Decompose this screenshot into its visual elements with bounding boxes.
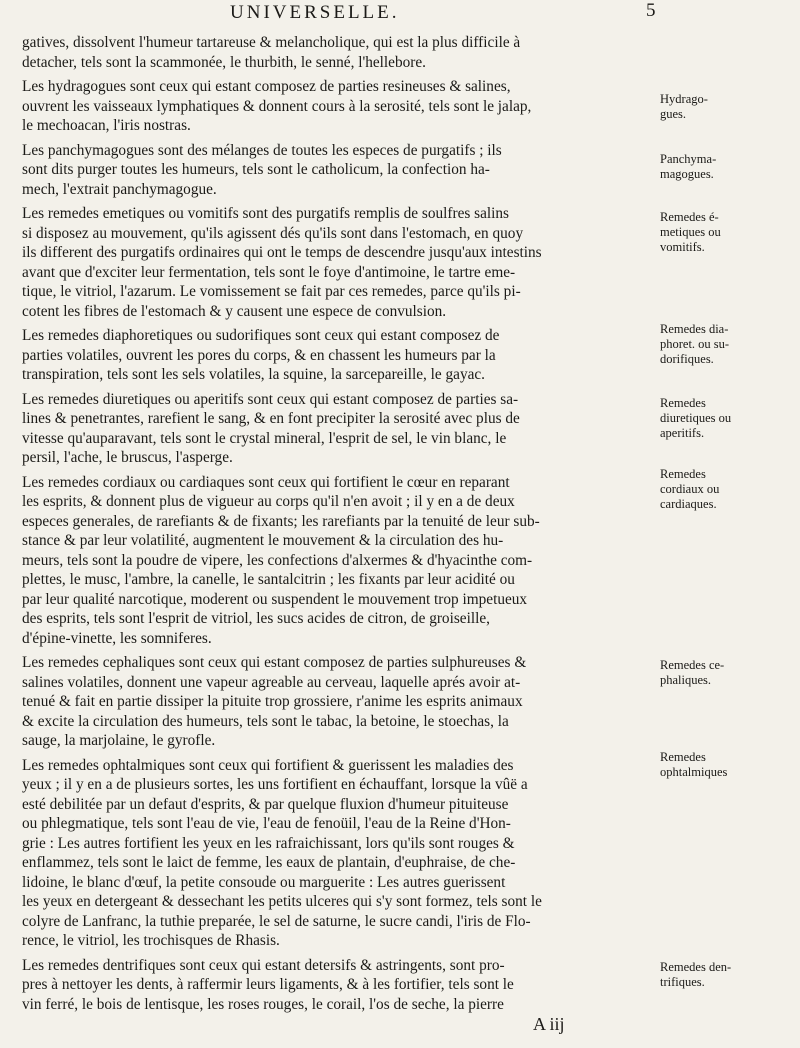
text-line: Les remedes cordiaux ou cardiaques sont ceux qui fortifient le cœur en reparant bbox=[22, 473, 510, 491]
text-line: des esprits, tels sont l'esprit de vitriol, les sucs acides de citron, de groiseille, bbox=[22, 610, 490, 627]
margin-note-line: aperitifs. bbox=[660, 426, 705, 440]
margin-note bbox=[660, 658, 788, 688]
margin-note-line: cardiaques. bbox=[660, 497, 717, 511]
text-line: les yeux en detergeant & dessechant les petits ulceres qui s'y sont formez, tels sont le bbox=[22, 893, 542, 910]
text-line: Les remedes cephaliques sont ceux qui estant composez de parties sulphureuses & bbox=[22, 654, 527, 671]
text-line: gatives, dissolvent l'humeur tartareuse & melancholique, qui est la plus difficile à bbox=[22, 34, 521, 51]
text-line: avant que d'exciter leur fermentation, tels sont le foye d'antimoine, le tartre eme- bbox=[22, 263, 516, 281]
text-line: sont dits purger toutes les humeurs, tels sont le catholicum, la confection ha- bbox=[22, 161, 490, 178]
margin-note bbox=[660, 467, 788, 512]
margin-note-line: Remedes dia- bbox=[660, 322, 729, 336]
paragraph bbox=[22, 653, 658, 751]
text-line: transpiration, tels sont les sels volatiles, la squine, la sarcepareille, le gayac. bbox=[22, 366, 486, 383]
running-head: UNIVERSELLE. bbox=[230, 2, 400, 23]
paragraph bbox=[22, 141, 658, 200]
text-line: vin ferré, le bois de lentisque, les roses rouges, le corail, l'os de seche, la pierre bbox=[22, 995, 504, 1013]
margin-note-line: phoret. ou su- bbox=[660, 337, 730, 351]
signature-mark: A iij bbox=[533, 1014, 565, 1034]
text-line: ou phlegmatique, tels sont l'eau de vie, l'eau de fenoüil, l'eau de la Reine d'Hon- bbox=[22, 815, 511, 832]
margin-note bbox=[660, 396, 788, 441]
text-line: stance & par leur volatilité, augmentent le mouvement & la circulation des hu- bbox=[22, 532, 504, 549]
text-line: Les remedes diuretiques ou aperitifs sont ceux qui estant composez de parties sa- bbox=[22, 390, 519, 408]
text-line: lines & penetrantes, rarefient le sang, & en font precipiter la serosité avec plus de bbox=[22, 410, 520, 427]
main-text-column bbox=[22, 33, 658, 1014]
margin-note-line: phaliques. bbox=[660, 673, 712, 687]
margin-note-line: Remedes é- bbox=[660, 210, 719, 224]
page-header bbox=[0, 0, 800, 30]
margin-note-line: vomitifs. bbox=[660, 240, 705, 254]
text-line: lidoine, le blanc d'œuf, la petite consoude ou marguerite : Les autres guerissent bbox=[22, 873, 506, 891]
margin-note-line: diuretiques ou bbox=[660, 411, 732, 425]
text-line: vitesse qu'auparavant, tels sont le crystal mineral, l'esprit de sel, le vin blanc, le bbox=[22, 429, 507, 447]
text-line: colyre de Lanfranc, la tuthie preparée, le sel de saturne, le sucre candi, l'iris de Flo- bbox=[22, 912, 531, 930]
margin-note bbox=[660, 322, 788, 367]
text-line: ils different des purgatifs ordinaires qui ont le temps de descendre jusqu'aux intestins bbox=[22, 244, 542, 261]
margin-note-line: magogues. bbox=[660, 167, 714, 181]
text-line: sauge, la marjolaine, le gyrofle. bbox=[22, 732, 216, 749]
paragraph bbox=[22, 390, 658, 468]
margin-note-line: Remedes bbox=[660, 467, 706, 481]
text-line: meurs, tels sont la poudre de vipere, les confections d'alxermes & d'hyacinthe com- bbox=[22, 551, 533, 569]
text-line: Les remedes dentrifiques sont ceux qui estant detersifs & astringents, sont pro- bbox=[22, 956, 505, 974]
text-line: Les hydragogues sont ceux qui estant composez de parties resineuses & salines, bbox=[22, 78, 511, 95]
margin-note-line: Remedes den- bbox=[660, 960, 732, 974]
paragraph bbox=[22, 473, 658, 649]
margin-note-line: cordiaux ou bbox=[660, 482, 720, 496]
text-line: tique, le vitriol, l'azarum. Le vomissement se fait par ces remedes, parce qu'ils pi- bbox=[22, 283, 521, 300]
margin-note bbox=[660, 750, 788, 780]
text-line: & excite la circulation des humeurs, tels sont le tabac, la betoine, le stoechas, la bbox=[22, 712, 509, 730]
text-line: les esprits, & donnent plus de vigueur au corps qu'il n'en avoit ; il y en a de deux bbox=[22, 493, 515, 510]
text-line: grie : Les autres fortifient les yeux en les rafraichissant, lors qu'ils sont rouges & bbox=[22, 834, 515, 852]
text-line: tenué & fait en partie dissiper la pituite trop grossiere, r'anime les esprits animaux bbox=[22, 693, 523, 710]
margin-note-line: Hydrago- bbox=[660, 92, 708, 106]
paragraph bbox=[22, 756, 658, 951]
margin-note-line: Remedes ce- bbox=[660, 658, 725, 672]
text-line: parties volatiles, ouvrent les pores du corps, & en chassent les humeurs par la bbox=[22, 346, 496, 364]
text-line: par leur qualité narcotique, moderent ou suspendent le mouvement trop impetueux bbox=[22, 590, 528, 608]
text-line: plettes, le musc, l'ambre, la canelle, le santalcitrin ; les fixants par leur acidité ou bbox=[22, 571, 515, 588]
text-line: si disposez au mouvement, qu'ils agissent dés qu'ils sont dans l'estomach, en quoy bbox=[22, 224, 524, 242]
paragraph bbox=[22, 326, 658, 385]
text-line: d'épine-vinette, les somniferes. bbox=[22, 629, 212, 647]
text-line: mech, l'extrait panchymagogue. bbox=[22, 180, 217, 198]
page-number: 5 bbox=[646, 0, 656, 21]
text-line: rence, le vitriol, les trochisques de Rhasis. bbox=[22, 932, 280, 949]
text-line: le mechoacan, l'iris nostras. bbox=[22, 117, 191, 134]
text-line: yeux ; il y en a de plusieurs sortes, les uns fortifient en échauffant, lorsque la vûë a bbox=[22, 776, 528, 793]
margin-note bbox=[660, 92, 788, 122]
text-line: pres à nettoyer les dents, à raffermir leurs ligaments, & à les fortifier, tels sont le bbox=[22, 976, 514, 993]
margin-note-line: trifiques. bbox=[660, 975, 705, 989]
margin-note-line: Remedes bbox=[660, 396, 706, 410]
paragraph bbox=[22, 33, 658, 72]
margin-note-line: Panchyma- bbox=[660, 152, 717, 166]
margin-note bbox=[660, 210, 788, 255]
margin-note bbox=[660, 960, 788, 990]
text-line: salines volatiles, donnent une vapeur agreable au cerveau, laquelle aprés avoir at- bbox=[22, 673, 521, 691]
paragraph bbox=[22, 204, 658, 321]
text-line: Les panchymagogues sont des mélanges de toutes les especes de purgatifs ; ils bbox=[22, 141, 502, 159]
margin-note-line: metiques ou bbox=[660, 225, 721, 239]
text-line: ouvrent les vaisseaux lymphatiques & donnent cours à la serosité, tels sont le jalap, bbox=[22, 97, 532, 115]
text-line: cotent les fibres de l'estomach & y causent une espece de convulsion. bbox=[22, 302, 447, 320]
paragraph bbox=[22, 77, 658, 136]
text-line: especes generales, de rarefiants & de fixants; les rarefiants par la tenuité de leur sub- bbox=[22, 512, 540, 530]
margin-note-line: ophtalmiques bbox=[660, 765, 728, 779]
text-line: Les remedes emetiques ou vomitifs sont des purgatifs remplis de soulfres salins bbox=[22, 205, 510, 222]
margin-note-line: gues. bbox=[660, 107, 687, 121]
text-line: Les remedes diaphoretiques ou sudorifiques sont ceux qui estant composez de bbox=[22, 327, 500, 344]
text-line: enflammez, tels sont le laict de femme, les eaux de plantain, d'euphraise, de che- bbox=[22, 854, 516, 871]
text-line: esté debilitée par un defaut d'esprits, & par quelque fluxion d'humeur pituiteuse bbox=[22, 795, 509, 813]
margin-note bbox=[660, 152, 788, 182]
margin-note-line: Remedes bbox=[660, 750, 706, 764]
text-line: Les remedes ophtalmiques sont ceux qui fortifient & guerissent les maladies des bbox=[22, 756, 514, 774]
paragraph bbox=[22, 956, 658, 1015]
margin-note-line: dorifiques. bbox=[660, 352, 714, 366]
text-line: detacher, tels sont la scammonée, le thurbith, le senné, l'hellebore. bbox=[22, 53, 426, 71]
text-line: persil, l'ache, le bruscus, l'asperge. bbox=[22, 449, 233, 466]
